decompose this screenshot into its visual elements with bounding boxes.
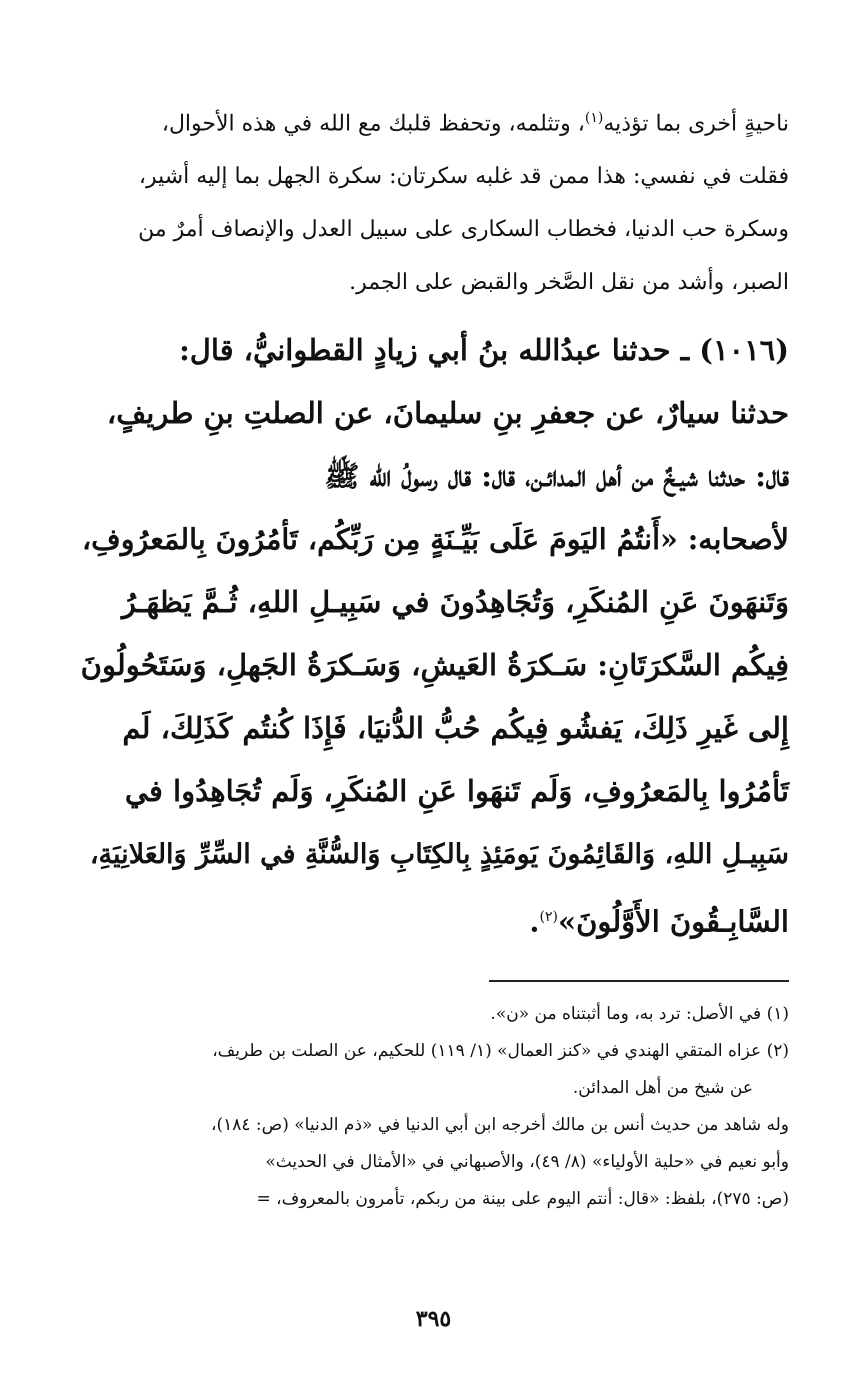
footnote-2-line-4: وأبو نعيم في «حلية الأولياء» (٨/ ٤٩)، والأصبهاني في «الأمثال في الحديث» <box>265 1151 789 1172</box>
footnotes <box>78 996 789 1218</box>
footnote-2-line-3: وله شاهد من حديث أنس بن مالك أخرجه ابن أبي الدنيا في «ذم الدنيا» (ص: ١٨٤)، <box>211 1114 789 1135</box>
intro-line-4: الصبر، وأشد من نقل الصَّخر والقبض على الجمر. <box>349 270 789 296</box>
hadith-paragraph <box>78 319 789 954</box>
intro-line-1 <box>78 92 789 150</box>
hadith-line-1: (١٠١٦) ـ حدثنا عبدُالله بنُ أبي زيادٍ القطوانيُّ، قال: <box>179 333 789 368</box>
footnote-divider <box>489 980 789 982</box>
hadith-line-6: فِيكُم السَّكرَتَانِ: سَـكرَةُ العَيشِ، وَسَـكرَةُ الجَهلِ، وَسَتَحُولُونَ <box>80 648 789 683</box>
hadith-line-3: قال: حدثنا شيـخٌ من أهل المدائـن، قال: قال رسولُ الله ﷺ <box>324 459 789 494</box>
hadith-last-text: السَّابِـقُونَ الأَوَّلُونَ» <box>557 904 789 939</box>
hadith-line-5: وَتَنهَونَ عَنِ المُنكَرِ، وَتُجَاهِدُونَ في سَبِيـلِ اللهِ، ثُـمَّ يَظهَـرُ <box>121 585 789 620</box>
intro-line-2: فقلت في نفسي: هذا ممن قد غلبه سكرتان: سكرة الجهل بما إليه أشير، <box>138 164 789 190</box>
footnote-2-line-2: عن شيخ من أهل المدائن. <box>572 1077 753 1098</box>
intro-line-3: وسكرة حب الدنيا، فخطاب السكارى على سبيل العدل والإنصاف أمرٌ من <box>138 217 789 243</box>
intro-line-1-text: ناحيةٍ أخرى بما تؤذيه <box>603 111 789 137</box>
footnote-2-line-5: (ص: ٢٧٥)، بلفظ: «قال: أنتم اليوم على بينة من ربكم، تأمرون بالمعروف، = <box>256 1188 789 1209</box>
hadith-line-2: حدثنا سيارٌ، عن جعفرِ بنِ سليمانَ، عن الصلتِ بنِ طريفٍ، <box>106 396 789 431</box>
footnote-marker-1[interactable]: (١) <box>584 110 604 126</box>
hadith-last-end: . <box>529 904 540 939</box>
footnote-marker-2[interactable]: (٢) <box>539 909 558 926</box>
footnote-2-line-1: (٢) عزاه المتقي الهندي في «كنز العمال» (١/ ١١٩) للحكيم، عن الصلت بن طريف، <box>212 1040 789 1061</box>
hadith-line-10 <box>78 886 789 954</box>
hadith-line-7: إِلى غَيرِ ذَلِكَ، يَفشُو فِيكُم حُبُّ الدُّنيَا، فَإِذَا كُنتُم كَذَلِكَ، لَم <box>122 711 789 746</box>
intro-line-1-rest: ، وتثلمه، وتحفظ قلبك مع الله في هذه الأحوال، <box>161 111 585 137</box>
hadith-line-8: تَأمُرُوا بِالمَعرُوفِ، وَلَم تَنهَوا عَنِ المُنكَرِ، وَلَم تُجَاهِدُوا في <box>124 774 789 809</box>
page-number: ٣٩٥ <box>415 1306 452 1332</box>
hadith-line-4: لأصحابه: «أَنتُمُ اليَومَ عَلَى بَيِّـنَةٍ مِن رَبِّكُم، تَأمُرُونَ بِالمَعرُوفِ، <box>81 522 789 557</box>
intro-paragraph <box>78 92 789 309</box>
footnote-1: (١) في الأصل: ترد به، وما أثبتناه من «ن». <box>490 1003 789 1024</box>
hadith-line-9: سَبِيـلِ اللهِ، وَالقَائِمُونَ يَومَئِذٍ بِالكِتَابِ وَالسُّنَّةِ في السِّرِّ وَالعَلانِيَةِ، <box>89 839 789 871</box>
